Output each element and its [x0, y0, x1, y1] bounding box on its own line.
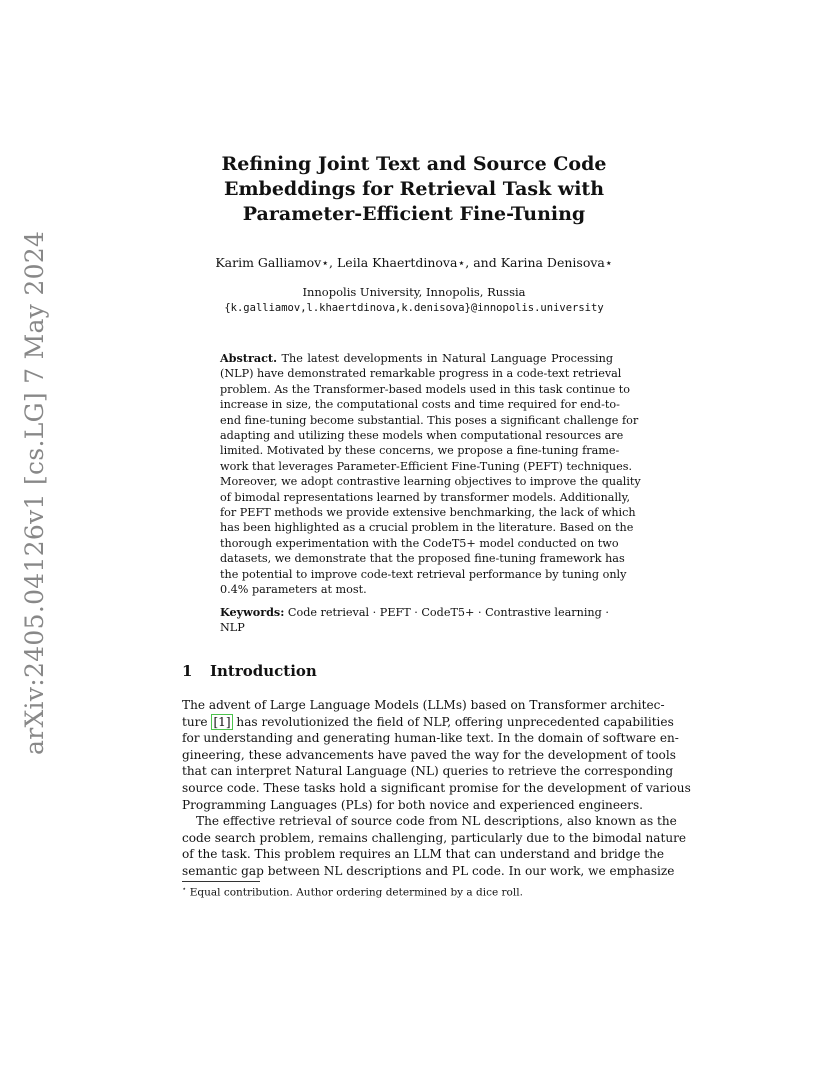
abstract-line	[220, 351, 613, 366]
body-line: gineering, these advancements have paved the way for the development of tools	[182, 747, 676, 762]
affiliation-block	[0, 284, 828, 316]
body-line: The advent of Large Language Models (LLMs) based on Transformer architec-	[182, 698, 665, 712]
body-line: code search problem, remains challenging, particularly due to the bimodal nature	[182, 830, 687, 845]
abstract-line: adapting and utilizing these models when computational resources are	[220, 429, 624, 443]
abstract-line: work that leverages Parameter-Efficient Fine-Tuning (PEFT) techniques.	[220, 459, 633, 473]
body-line	[182, 714, 674, 731]
body-text	[182, 697, 691, 880]
keywords-list-cont: NLP	[220, 621, 245, 635]
title-line: Refining Joint Text and Source Code	[221, 153, 607, 175]
abstract-line: for PEFT methods we provide extensive benchmarking, the lack of which	[220, 506, 636, 520]
title-line: Parameter-Efficient Fine-Tuning	[242, 203, 586, 225]
affiliation: Innopolis University, Innopolis, Russia	[302, 285, 526, 299]
abstract-line: datasets, we demonstrate that the proposed fine-tuning framework has	[220, 552, 625, 566]
abstract-text: The latest developments in Natural Language Processing	[281, 352, 613, 365]
footnote-mark: ⋆	[182, 885, 187, 893]
body-line: that can interpret Natural Language (NL) queries to retrieve the corresponding	[182, 764, 674, 779]
abstract-line: has been highlighted as a crucial problem in the literature. Based on the	[220, 521, 634, 535]
abstract-line: thorough experimentation with the CodeT5+ model conducted on two	[220, 536, 619, 550]
citation-link[interactable]: [1]	[213, 714, 231, 729]
body-line: The effective retrieval of source code from NL descriptions, also known as the	[196, 814, 677, 829]
body-text-fragment: ture	[182, 714, 212, 729]
body-text-fragment: has revolutionized the field of NLP, offering unprecedented capabilities	[232, 714, 674, 729]
body-line: Programming Languages (PLs) for both novice and experienced engineers.	[182, 797, 643, 812]
keywords-list: Code retrieval · PEFT · CodeT5+ · Contrastive learning ·	[287, 606, 609, 619]
abstract-line: end fine-tuning become substantial. This poses a significant challenge for	[220, 413, 639, 427]
body-line: for understanding and generating human-like text. In the domain of software en-	[182, 731, 679, 746]
paper-title	[0, 152, 828, 227]
abstract-line: problem. As the Transformer-based models used in this task continue to	[220, 382, 631, 396]
abstract-line: (NLP) have demonstrated remarkable progress in a code-text retrieval	[220, 367, 622, 381]
author-emails: {k.galliamov,l.khaertdinova,k.denisova}@innopolis.university	[224, 302, 604, 314]
keywords-label: Keywords:	[220, 605, 285, 619]
abstract-line: limited. Motivated by these concerns, we propose a fine-tuning frame-	[220, 444, 620, 458]
abstract-line: 0.4% parameters at most.	[220, 583, 367, 597]
body-line: source code. These tasks hold a significant promise for the development of various	[182, 780, 691, 795]
abstract-line: increase in size, the computational costs and time required for end-to-	[220, 398, 620, 412]
section-heading	[182, 662, 317, 680]
footnote	[182, 885, 523, 899]
section-title: Introduction	[210, 662, 317, 680]
title-line: Embeddings for Retrieval Task with	[223, 178, 605, 200]
footnote-text: Equal contribution. Author ordering determined by a dice roll.	[189, 886, 523, 899]
abstract-line: Moreover, we adopt contrastive learning objectives to improve the quality	[220, 475, 641, 489]
body-line: semantic gap between NL descriptions and PL code. In our work, we emphasize	[182, 863, 675, 878]
abstract-line: the potential to improve code-text retrieval performance by tuning only	[220, 567, 627, 581]
body-line: of the task. This problem requires an LLM that can understand and bridge the	[182, 847, 665, 862]
abstract	[220, 351, 641, 598]
authors: Karim Galliamov⋆, Leila Khaertdinova⋆, and Karina Denisova⋆	[215, 255, 613, 270]
abstract-line: of bimodal representations learned by transformer models. Additionally,	[220, 490, 631, 504]
arxiv-identifier: arXiv:2405.04126v1 [cs.LG] 7 May 2024	[20, 230, 49, 755]
keywords	[220, 605, 613, 636]
section-number: 1	[182, 662, 193, 680]
abstract-label: Abstract.	[220, 351, 277, 365]
footnote-divider	[182, 881, 260, 882]
